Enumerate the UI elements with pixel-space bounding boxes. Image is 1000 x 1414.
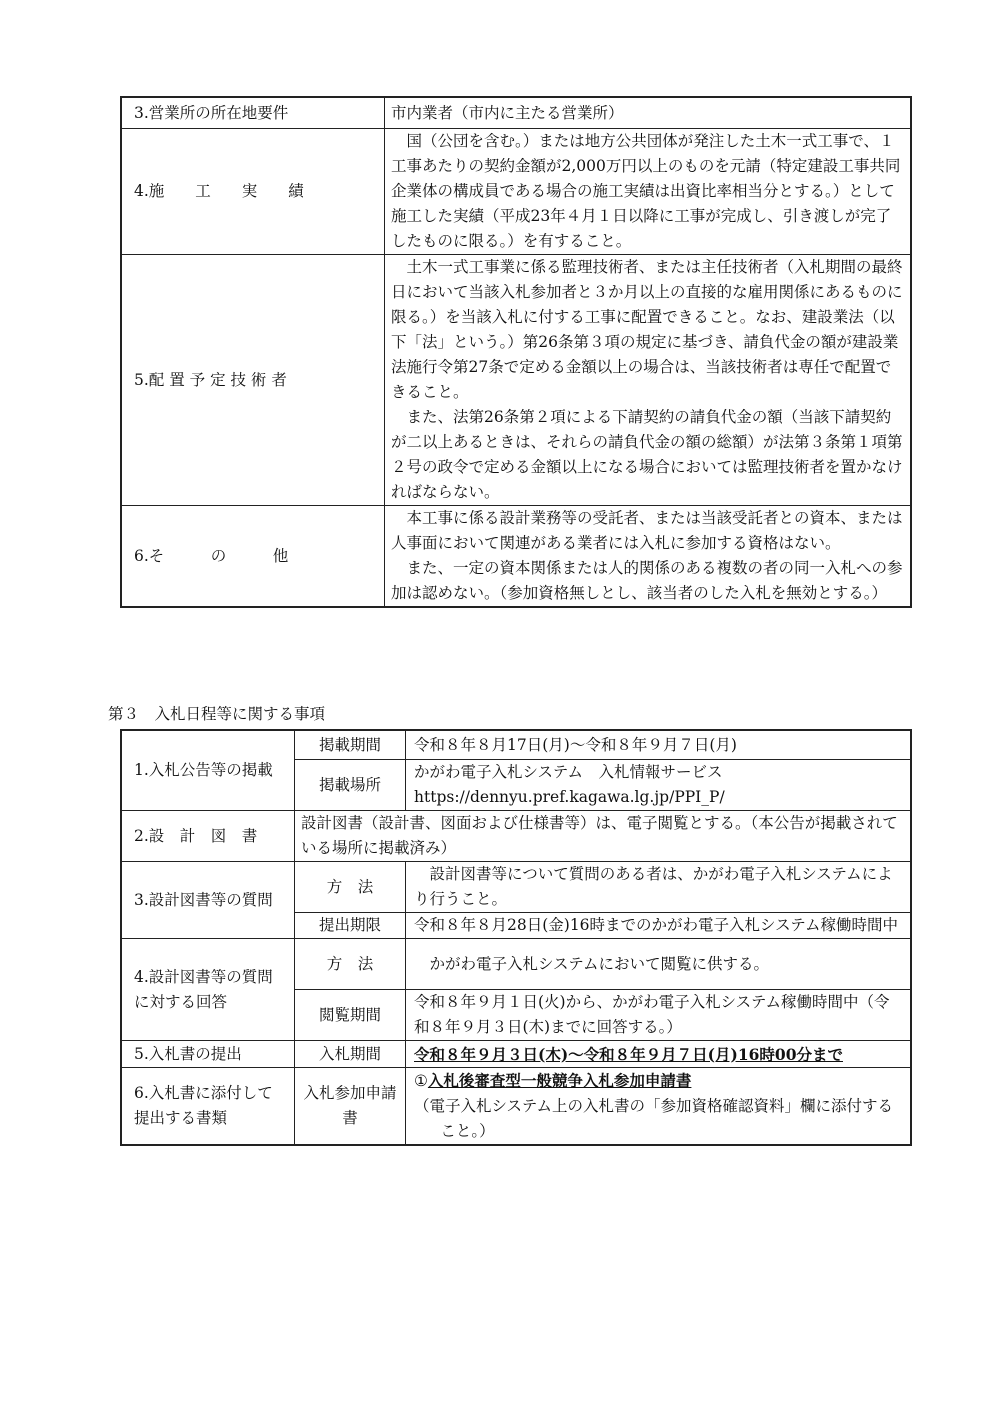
table-row [121, 939, 911, 990]
table-row [121, 862, 911, 913]
row-value: 令和８年９月１日(火)から、かがわ電子入札システム稼働時間中（令和８年９月３日(木)までに回答する。） [406, 990, 912, 1041]
row-value: 設計図書等について質問のある者は、かがわ電子入札システムにより行うこと。 [406, 862, 912, 913]
row-value: 設計図書（設計書、図面および仕様書等）は、電子閲覧とする。（本公告が掲載されている場所に掲載済み） [295, 811, 912, 862]
row-label: 3.設計図書等の質問 [121, 862, 295, 939]
row-value: 本工事に係る設計業務等の受託者、または当該受託者との資本、または人事面において関連がある業者には入札に参加する資格はない。 また、一定の資本関係または人的関係のある複数の者の同一入札への参加は認めない。（参加資格無しとし、該当者のした入札を無効とする。） [385, 506, 912, 608]
row-label: 6.入札書に添付して提出する書類 [121, 1068, 295, 1146]
row-sublabel: 方 法 [295, 939, 406, 990]
row-value: 令和８年８月28日(金)16時までのかがわ電子入札システム稼働時間中 [406, 913, 912, 939]
row-value: ①入札後審査型一般競争入札参加申請書 （電子入札システム上の入札書の「参加資格確認資料」欄に添付すること。） [406, 1068, 912, 1146]
row-value: 令和８年８月17日(月)～令和８年９月７日(月) [406, 730, 912, 760]
row-sublabel: 提出期限 [295, 913, 406, 939]
table-row [121, 811, 911, 862]
row-value: かがわ電子入札システム 入札情報サービス https://dennyu.pref.kagawa.lg.jp/PPI_P/ [406, 760, 912, 811]
eligibility-table [120, 96, 912, 608]
row-label: 3.営業所の所在地要件 [121, 97, 385, 129]
table-row [121, 1041, 911, 1068]
row-value: 国（公団を含む。）または地方公共団体が発注した土木一式工事で、１工事あたりの契約金額が2,000万円以上のものを元請（特定建設工事共同企業体の構成員である場合の施工実績は出資比率相当分とする。）として施工した実績（平成23年４月１日以降に工事が完成し、引き渡しが完了したものに限る。）を有すること。 [385, 129, 912, 255]
row-label: 4.設計図書等の質問に対する回答 [121, 939, 295, 1041]
row-label: 1.入札公告等の掲載 [121, 730, 295, 811]
row-label: 5.配 置 予 定 技 術 者 [121, 255, 385, 506]
row-value: 令和８年９月３日(木)～令和８年９月７日(月)16時00分まで [406, 1041, 912, 1068]
row-sublabel: 掲載場所 [295, 760, 406, 811]
row-label: 5.入札書の提出 [121, 1041, 295, 1068]
table-row [121, 129, 911, 255]
row-value: かがわ電子入札システムにおいて閲覧に供する。 [406, 939, 912, 990]
row-sublabel: 入札参加申請書 [295, 1068, 406, 1146]
row-sublabel: 方 法 [295, 862, 406, 913]
url-text: https://dennyu.pref.kagawa.lg.jp/PPI_P/ [414, 788, 725, 806]
schedule-table [120, 729, 912, 1146]
row-sublabel: 閲覧期間 [295, 990, 406, 1041]
row-sublabel: 掲載期間 [295, 730, 406, 760]
row-value: 土木一式工事業に係る監理技術者、または主任技術者（入札期間の最終日において当該入札参加者と３か月以上の直接的な雇用関係にあるものに限る。）を当該入札に付する工事に配置できること。なお、建設業法（以下「法」という。）第26条第３項の規定に基づき、請負代金の額が建設業法施行令第27条で定める金額以上の場合は、当該技術者は専任で配置できること。 また、法第26条第２項による下請契約の請負代金の額（当該下請契約が二以上あるときは、それらの請負代金の額の総額）が法第３条第１項第２号の政令で定める金額以上になる場合においては監理技術者を置かなければならない。 [385, 255, 912, 506]
table-row [121, 730, 911, 760]
row-value: 市内業者（市内に主たる営業所） [385, 97, 912, 129]
table-row [121, 1068, 911, 1146]
row-sublabel: 入札期間 [295, 1041, 406, 1068]
table-row [121, 255, 911, 506]
section-heading: 第３ 入札日程等に関する事項 [108, 705, 326, 723]
row-label: 2.設 計 図 書 [121, 811, 295, 862]
required-document: 入札後審査型一般競争入札参加申請書 [427, 1071, 692, 1090]
row-label: 4.施 工 実 績 [121, 129, 385, 255]
row-label: 6.そ の 他 [121, 506, 385, 608]
table-row [121, 97, 911, 129]
table-row [121, 506, 911, 608]
